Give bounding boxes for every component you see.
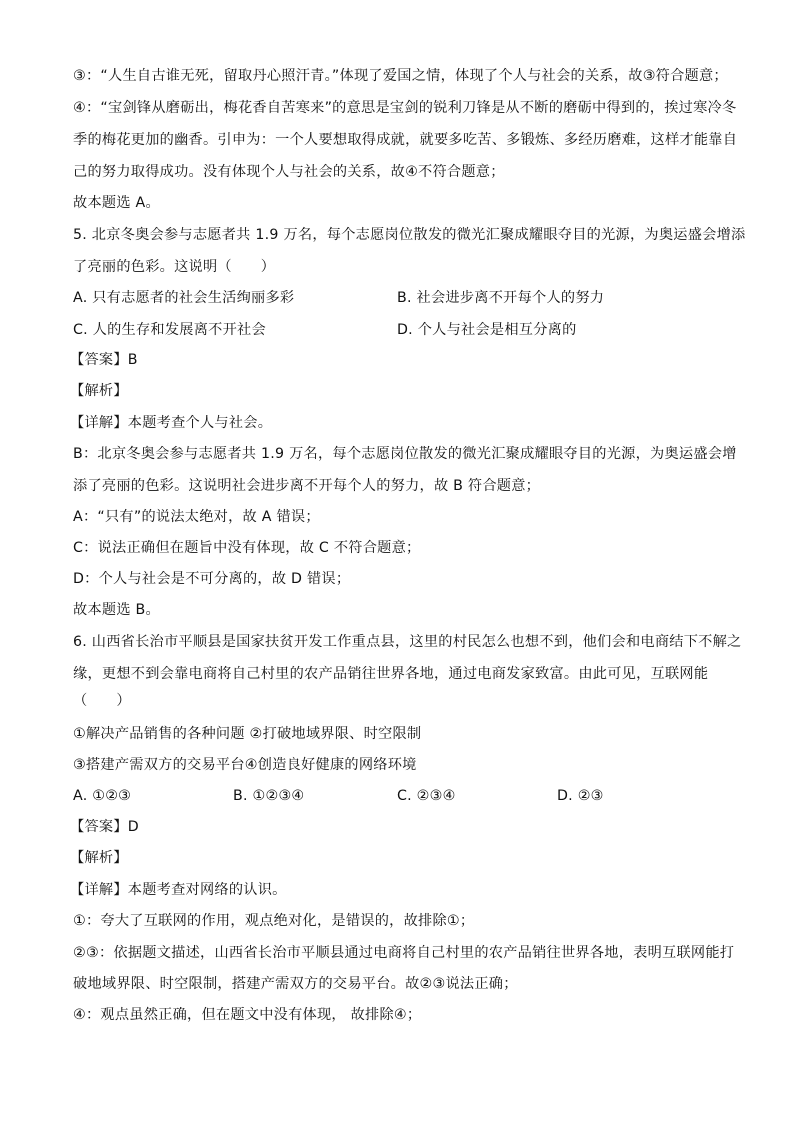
q5-detail: 【详解】本题考查个人与社会。 (70, 415, 273, 431)
q5-answer: 【答案】B (70, 352, 138, 368)
q6-option-a: A. ①②③ (73, 788, 132, 804)
q5-option-d: D. 个人与社会是相互分离的 (397, 322, 577, 338)
text-line: ④：“宝剑锋从磨砺出，梅花香自苦寒来”的意思是宝剑的锐利刀锋是从不断的磨砺中得到的，挨过寒冷冬 (73, 100, 737, 116)
q5-option-c: C. 人的生存和发展离不开社会 (73, 322, 266, 338)
question-5-stem: 了亮丽的色彩。这说明（ ） (73, 259, 276, 275)
q5-detail: D：个人与社会是不可分离的，故 D 错误； (73, 571, 351, 587)
q6-statement: ③搭建产需双方的交易平台④创造良好健康的网络环境 (73, 757, 417, 773)
q6-detail: 破地域界限、时空限制，搭建产需双方的交易平台。故②③说法正确； (73, 976, 518, 992)
q5-option-a: A. 只有志愿者的社会生活绚丽多彩 (73, 290, 295, 306)
q6-option-d: D. ②③ (557, 788, 604, 804)
q6-detail: 【详解】本题考查对网络的认识。 (70, 882, 287, 898)
q5-detail: 故本题选 B。 (73, 602, 160, 618)
q5-detail: B：北京冬奥会参与志愿者共 1.9 万名，每个志愿岗位散发的微光汇聚成耀眼夺目的光源，为奥运盛会增 (73, 446, 737, 462)
q6-analysis-label: 【解析】 (70, 850, 128, 866)
question-6-stem: （ ） (73, 693, 131, 709)
q6-detail: ④：观点虽然正确，但在题文中没有体现， 故排除④； (73, 1007, 422, 1023)
q5-detail: C：说法正确但在题旨中没有体现，故 C 不符合题意； (73, 540, 421, 556)
q6-option-c: C. ②③④ (397, 788, 456, 804)
q5-detail: A：“只有”的说法太绝对，故 A 错误； (73, 509, 320, 525)
q6-answer: 【答案】D (70, 819, 139, 835)
q6-detail: ②③：依据题文描述，山西省长治市平顺县通过电商将自己村里的农产品销往世界各地，表明互联网能打 (73, 945, 735, 961)
q5-option-b: B. 社会进步离不开每个人的努力 (397, 290, 605, 306)
q6-statement: ①解决产品销售的各种问题 ②打破地域界限、时空限制 (73, 726, 422, 742)
question-6-stem: 缘，更想不到会靠电商将自己村里的农产品销往世界各地，通过电商发家致富。由此可见，互联网能 (73, 666, 709, 682)
text-line: 季的梅花更加的幽香。引申为：一个人要想取得成就，就要多吃苦、多锻炼、多经历磨难，这样才能靠自 (73, 132, 738, 148)
question-5-stem: 5. 北京冬奥会参与志愿者共 1.9 万名，每个志愿岗位散发的微光汇聚成耀眼夺目的光源，为奥运盛会增添 (73, 227, 746, 243)
q5-detail: 添了亮丽的色彩。这说明社会进步离不开每个人的努力，故 B 符合题意； (73, 478, 541, 494)
question-6-stem: 6. 山西省长治市平顺县是国家扶贫开发工作重点县，这里的村民怎么也想不到，他们会和电商结下不解之 (73, 634, 742, 650)
text-line: ③：“人生自古谁无死，留取丹心照汗青。”体现了爱国之情，体现了个人与社会的关系，故③符合题意； (73, 68, 728, 84)
q6-detail: ①：夸大了互联网的作用，观点绝对化，是错误的，故排除①； (73, 913, 475, 929)
q6-option-b: B. ①②③④ (233, 788, 305, 804)
text-line: 己的努力取得成功。没有体现个人与社会的关系，故④不符合题意； (73, 164, 505, 180)
text-line: 故本题选 A。 (73, 195, 160, 211)
q5-analysis-label: 【解析】 (70, 383, 128, 399)
